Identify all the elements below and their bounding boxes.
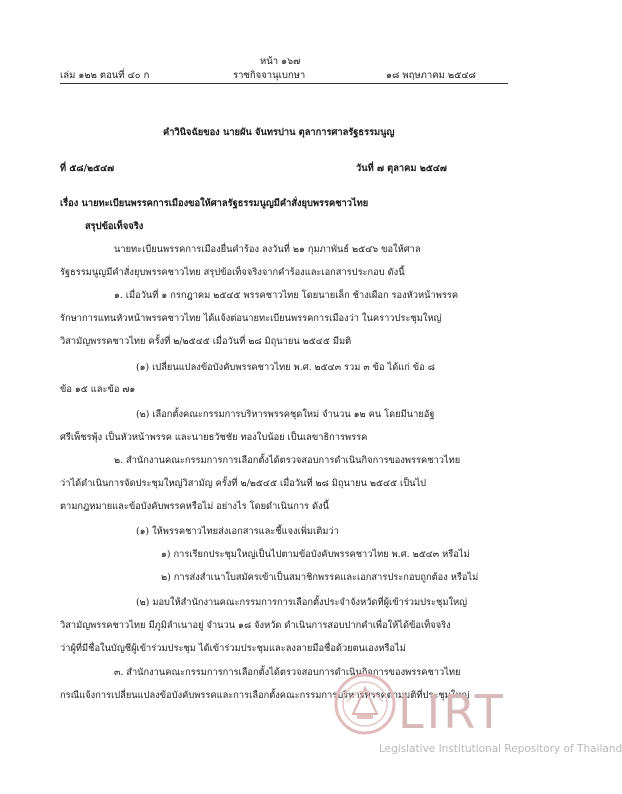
body-line: นายทะเบียนพรรคการเมืองยื่นคำร้อง ลงวันที่ ๒๑ กุมภาพันธ์ ๒๕๔๖ ขอให้ศาล <box>114 244 421 255</box>
body-line: วิสามัญพรรคชาวไทย มีภูมิลำเนาอยู่ จำนวน ๑๘ จังหวัด ดำเนินการสอบปากคำเพื่อให้ได้ข้อเท็จจริง <box>60 620 451 631</box>
gazette-name: ราชกิจจานุเบกษา <box>233 70 306 81</box>
body-line: ๓. สำนักงานคณะกรรมการการเลือกตั้งได้ตรวจสอบการดำเนินกิจการของพรรคชาวไทย <box>114 667 461 678</box>
body-line: ว่าผู้ที่มีชื่อในบัญชีผู้เข้าร่วมประชุม ได้เข้าร่วมประชุมและลงลายมือชื่อด้วยตนเองหรือไม่ <box>60 643 406 654</box>
header-rule <box>60 83 508 84</box>
body-line: ๑. เมื่อวันที่ ๑ กรกฎาคม ๒๕๔๕ พรรคชาวไทย โดยนายเล็ก ช้างเผือก รองหัวหน้าพรรค <box>114 290 459 301</box>
body-line: ศรีเพ็ชรพุ้ง เป็นหัวหน้าพรรค และนายธวัชชัย ทองใบน้อย เป็นเลขาธิการพรรค <box>60 432 368 443</box>
page-number: หน้า ๑๖๗ <box>260 56 301 67</box>
gazette-volume: เล่ม ๑๒๒ ตอนที่ ๔๐ ก <box>60 70 150 81</box>
body-line: ๒. สำนักงานคณะกรรมการการเลือกตั้งได้ตรวจสอบการดำเนินกิจการของพรรคชาวไทย <box>114 455 461 466</box>
gazette-date: ๑๘ พฤษภาคม ๒๕๔๘ <box>386 70 476 81</box>
body-line: วิสามัญพรรคชาวไทย ครั้งที่ ๒/๒๕๔๕ เมื่อวันที่ ๒๘ มิถุนายน ๒๕๔๕ มีมติ <box>60 336 352 347</box>
ruling-number: ที่ ๕๘/๒๕๔๗ <box>60 163 115 174</box>
body-line: (๒) เลือกตั้งคณะกรรมการบริหารพรรคชุดใหม่ จำนวน ๑๒ คน โดยมีนายอัฐ <box>136 409 435 420</box>
lirt-logo: LIRT <box>398 685 506 739</box>
repository-caption: Legislative Institutional Repository of Thailand <box>379 743 622 755</box>
body-line: (๑) ให้พรรคชาวไทยส่งเอกสารและชี้แจงเพิ่มเติมว่า <box>136 526 339 537</box>
ruling-date: วันที่ ๗ ตุลาคม ๒๕๔๗ <box>356 163 447 174</box>
body-line: (๒) มอบให้สำนักงานคณะกรรมการการเลือกตั้งประจำจังหวัดที่ผู้เข้าร่วมประชุมใหญ่ <box>136 597 468 608</box>
ruling-subject: เรื่อง นายทะเบียนพรรคการเมืองขอให้ศาลรัฐธรรมนูญมีคำสั่งยุบพรรคชาวไทย <box>60 198 369 209</box>
body-line: ตามกฎหมายและข้อบังคับพรรคหรือไม่ อย่างไร โดยดำเนินการ ดังนี้ <box>60 501 329 512</box>
body-line: ๒) การส่งสำเนาใบสมัครเข้าเป็นสมาชิกพรรคและเอกสารประกอบถูกต้อง หรือไม่ <box>161 572 479 583</box>
body-line: (๑) เปลี่ยนแปลงข้อบังคับพรรคชาวไทย พ.ศ. ๒๕๔๓ รวม ๓ ข้อ ได้แก่ ข้อ ๘ <box>136 362 435 373</box>
document-title: คำวินิจฉัยของ นายผัน จันทรปาน ตุลาการศาลรัฐธรรมนูญ <box>163 127 395 138</box>
body-line: ว่าได้ดำเนินการจัดประชุมใหญ่วิสามัญ ครั้งที่ ๒/๒๕๔๕ เมื่อวันที่ ๒๘ มิถุนายน ๒๕๔๕ เป็นไป <box>60 478 427 489</box>
body-line: รัฐธรรมนูญมีคำสั่งยุบพรรคชาวไทย สรุปข้อเท็จจริงจากคำร้องและเอกสารประกอบ ดังนี้ <box>60 267 405 278</box>
parliament-seal-icon <box>333 672 397 736</box>
body-line: รักษาการแทนหัวหน้าพรรคชาวไทย ได้แจ้งต่อนายทะเบียนพรรคการเมืองว่า ในคราวประชุมใหญ่ <box>60 313 442 324</box>
section-heading: สรุปข้อเท็จจริง <box>85 221 144 232</box>
body-line: กรณีแจ้งการเปลี่ยนแปลงข้อบังคับพรรคและการเลือกตั้งคณะกรรมการบริหารพรรคตามมติที่ประชุมใหญ่ <box>60 690 470 701</box>
body-line: ข้อ ๑๕ และข้อ ๗๑ <box>60 384 136 395</box>
body-line: ๑) การเรียกประชุมใหญ่เป็นไปตามข้อบังคับพรรคชาวไทย พ.ศ. ๒๕๔๓ หรือไม่ <box>161 549 470 560</box>
